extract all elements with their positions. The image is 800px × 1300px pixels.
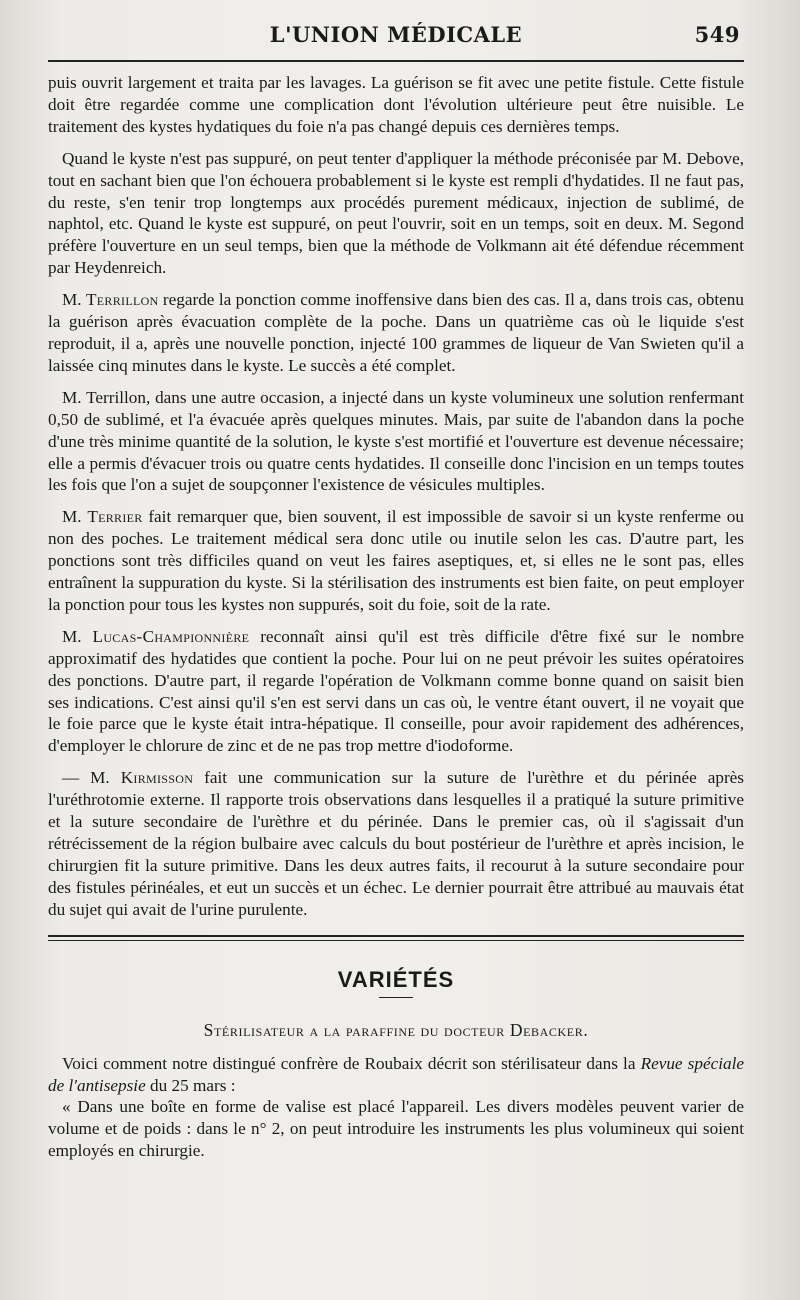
title-underline [379, 997, 413, 998]
speaker-prefix: M. [62, 290, 86, 310]
paragraph-text: regarde la ponction comme inoffensive dans bien des cas. Il a, dans trois cas, obtenu la guérison après évacuation complète de la poche. Dans un quatrième cas où le liquide s'est reproduit, il a, après une nouvelle ponction, injecté 100 grammes de liqueur de Van Swieten qu'il a laissée cinq minutes dans le kyste. Le succès a été complet. [48, 290, 744, 375]
paragraph [48, 506, 744, 616]
body-text [48, 72, 744, 921]
running-header [48, 18, 744, 52]
speaker-name: Kirmisson [120, 768, 194, 788]
speaker-prefix: — M. [62, 768, 121, 788]
header-rule [48, 60, 744, 62]
section-title: VARIÉTÉS [337, 966, 455, 992]
article-intro: Voici comment notre distingué confrère de Roubaix décrit son stérilisateur dans la Revue spéciale de l'antisepsie du 25 mars : [48, 1053, 744, 1095]
speaker-prefix: M. [62, 626, 93, 646]
paragraph-text: reconnaît ainsi qu'il est très difficile d'être fixé sur le nombre approximatif des hydatides que contient la poche. Pour lui on ne peut prévoir les suites opératoires des ponctions. D'autre part, il regarde l'opération de Volkmann comme bonne quand on saisit bien ses indications. C'est ainsi qu'il s'en est servi dans un cas où, le ventre étant ouvert, il ne voyait que le foie parce que le kyste était intra-hépatique. Il conseille, pour avoir rapidement des adhérences, d'employer le chlorure de zinc et de ne pas trop mettre d'iodoforme. [48, 626, 744, 756]
paragraph-text: fait remarquer que, bien souvent, il est impossible de savoir si un kyste renferme ou non des poches. Le traitement médical sera donc utile ou inutile selon les cas. D'autre part, les ponctions sont très difficiles quand on veut les faires aseptiques, et, si elles ne le sont pas, elles entraînent la suppuration du kyste. Si la stérilisation des instruments est bien faite, on peut employer la ponction pour tous les kystes non suppurés, soit du foie, soit de la rate. [48, 507, 744, 614]
article-quote: « Dans une boîte en forme de valise est placé l'appareil. Les divers modèles peuvent varier de volume et de poids : dans le n° 2, on peut introduire les instruments les plus volumineux qui soient employés en chirurgie. [48, 1097, 744, 1161]
speaker-name: Terrier [87, 507, 143, 527]
paragraph: Quand le kyste n'est pas suppuré, on peut tenter d'appliquer la méthode préconisée par M. Debove, tout en sachant bien que l'on échouera probablement si le kyste est rempli d'hydatides. Il ne faut pas, du reste, s'en tenir trop longtemps aux procédés purement médicaux, injection de sublimé, de naphtol, etc. Quand le kyste est suppuré, on peut l'ouvrir, soit en un temps, soit en deux. M. Segond préfère l'ouverture en un seul temps, bien que la méthode de Volkmann ait été défendue récemment par Heydenreich. [48, 148, 744, 278]
article-subtitle: Stérilisateur a la paraffine du docteur Debacker. [203, 1019, 589, 1040]
speaker-name: Lucas-Championnière [92, 626, 250, 646]
paragraph [48, 626, 744, 757]
journal-title: Revue spéciale de l'antisepsie [48, 1053, 744, 1095]
paragraph [48, 289, 744, 377]
paragraph: M. Terrillon, dans une autre occasion, a injecté dans un kyste volumineux une solution renfermant 0,50 de sublimé, et l'a évacuée après quelques minutes. Mais, par suite de l'abandon dans la poche d'une très minime quantité de la solution, le kyste s'est mortifié et l'ouverture est devenue nécessaire; elle a permis d'évacuer trois ou quatre cents hydatides. Il conseille donc l'incision en un temps toutes les fois que l'on a sujet de soupçonner l'existence de vésicules multiples. [48, 387, 744, 495]
speaker-prefix: M. [62, 507, 88, 527]
section-divider [48, 935, 744, 941]
paragraph: puis ouvrit largement et traita par les lavages. La guérison se fit avec une petite fistule. Cette fistule doit être regardée comme une complication dont l'évolution ultérieure peut être nuisible. Le traitement des kystes hydatiques du foie n'a pas changé depuis ces dernières temps. [48, 73, 744, 136]
paragraph [48, 767, 744, 920]
running-title: L'UNION MÉDICALE [269, 22, 523, 47]
speaker-name: Terrillon [85, 290, 159, 310]
page-number: 549 [694, 22, 740, 47]
paragraph-text: fait une communication sur la suture de l'urèthre et du périnée après l'uréthrotomie externe. Il rapporte trois observations dans lesquelles il a pratiqué la suture primitive et la suture secondaire de l'urèthre et du périnée. Dans le premier cas, où il s'agissait d'un rétrécissement de la région bulbaire avec calculs du bout postérieur de l'urèthre et après incision, le chirurgien fit la suture primitive. Dans les deux autres faits, il recourut à la suture secondaire pour des fistules périnéales, et eut un succès et un échec. Le dernier pourrait être attribué au mauvais état du sujet qui avait de l'urine purulente. [48, 768, 744, 919]
